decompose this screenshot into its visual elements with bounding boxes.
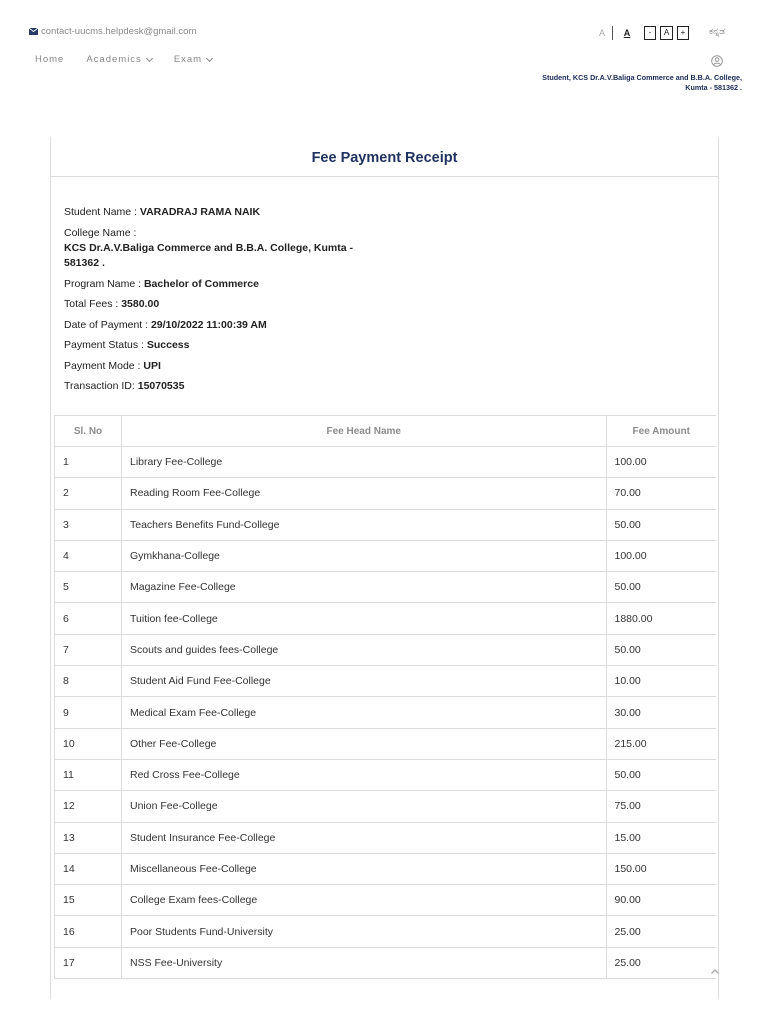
nav-home-label: Home bbox=[35, 54, 65, 65]
cell-fee-amount: 25.00 bbox=[606, 947, 716, 978]
cell-fee-amount: 100.00 bbox=[606, 540, 716, 571]
contact-email-text: contact-uucms.helpdesk@gmail.com bbox=[41, 26, 197, 37]
receipt-card bbox=[50, 137, 719, 999]
nav-academics[interactable] bbox=[86, 54, 151, 65]
cell-fee-head: Gymkhana-College bbox=[122, 540, 607, 571]
font-size-controls bbox=[597, 26, 693, 40]
cell-fee-head: Reading Room Fee-College bbox=[122, 478, 607, 509]
cell-slno: 5 bbox=[55, 572, 122, 603]
table-row bbox=[55, 822, 717, 853]
cell-fee-head: Student Insurance Fee-College bbox=[122, 822, 607, 853]
contact-email-link[interactable] bbox=[29, 26, 196, 37]
cell-slno: 8 bbox=[55, 666, 122, 697]
table-row bbox=[55, 947, 717, 978]
table-row bbox=[55, 666, 717, 697]
cell-fee-amount: 100.00 bbox=[606, 447, 716, 478]
cell-fee-head: Scouts and guides fees-College bbox=[122, 634, 607, 665]
page-title: Fee Payment Receipt bbox=[311, 149, 458, 166]
cell-slno: 13 bbox=[55, 822, 122, 853]
cell-slno: 14 bbox=[55, 853, 122, 884]
nav-home[interactable] bbox=[35, 54, 64, 65]
table-header-row bbox=[55, 416, 717, 447]
cell-fee-head: Union Fee-College bbox=[122, 791, 607, 822]
column-header-fee-amount: Fee Amount bbox=[606, 416, 716, 447]
table-row bbox=[55, 540, 717, 571]
total-fees-label: Total Fees : bbox=[64, 298, 122, 310]
font-small-button[interactable]: A bbox=[598, 28, 605, 38]
payment-mode-row bbox=[64, 359, 354, 380]
table-row bbox=[55, 572, 717, 603]
cell-fee-amount: 1880.00 bbox=[606, 603, 716, 634]
student-name-row bbox=[64, 205, 354, 226]
table-row bbox=[55, 509, 717, 540]
college-name-value: KCS Dr.A.V.Baliga Commerce and B.B.A. College, Kumta - 581362 . bbox=[64, 241, 354, 269]
cell-fee-head: Other Fee-College bbox=[122, 728, 607, 759]
cell-fee-amount: 150.00 bbox=[606, 853, 716, 884]
table-row bbox=[55, 759, 717, 790]
user-role-line1: Student, KCS Dr.A.V.Baliga Commerce and B.B.A. College, bbox=[542, 73, 742, 82]
table-row bbox=[55, 791, 717, 822]
cell-fee-head: Library Fee-College bbox=[122, 447, 607, 478]
cell-fee-head: Teachers Benefits Fund-College bbox=[122, 509, 607, 540]
column-header-fee-head: Fee Head Name bbox=[122, 416, 607, 447]
cell-slno: 6 bbox=[55, 603, 122, 634]
transaction-id-row bbox=[64, 379, 354, 400]
cell-slno: 17 bbox=[55, 947, 122, 978]
cell-fee-amount: 50.00 bbox=[606, 572, 716, 603]
payment-status-label: Payment Status : bbox=[64, 339, 147, 351]
student-name-label: Student Name : bbox=[64, 206, 140, 218]
payment-status-row bbox=[64, 338, 354, 359]
cell-slno: 2 bbox=[55, 478, 122, 509]
cell-fee-head: Tuition fee-College bbox=[122, 603, 607, 634]
transaction-id-label: Transaction ID: bbox=[64, 380, 138, 392]
payment-mode-value: UPI bbox=[143, 359, 161, 372]
chevron-up-icon[interactable] bbox=[710, 967, 720, 977]
cell-slno: 11 bbox=[55, 759, 122, 790]
college-name-label: College Name : bbox=[64, 226, 137, 239]
cell-fee-head: College Exam fees-College bbox=[122, 885, 607, 916]
cell-fee-amount: 50.00 bbox=[606, 759, 716, 790]
cell-fee-amount: 15.00 bbox=[606, 822, 716, 853]
nav-academics-label: Academics bbox=[86, 54, 142, 65]
cell-fee-amount: 50.00 bbox=[606, 509, 716, 540]
receipt-header bbox=[51, 137, 718, 177]
total-fees-value: 3580.00 bbox=[121, 298, 160, 310]
cell-fee-amount: 215.00 bbox=[606, 728, 716, 759]
program-row bbox=[64, 277, 354, 298]
receipt-details bbox=[64, 205, 354, 400]
language-toggle[interactable]: ಕನ್ನಡ bbox=[709, 26, 726, 36]
payment-date-label: Date of Payment : bbox=[64, 318, 151, 331]
cell-fee-amount: 75.00 bbox=[606, 791, 716, 822]
cell-fee-amount: 50.00 bbox=[606, 634, 716, 665]
transaction-id-value: 15070535 bbox=[137, 380, 185, 392]
cell-fee-amount: 10.00 bbox=[606, 666, 716, 697]
chevron-down-icon bbox=[206, 54, 213, 61]
cell-fee-head: Miscellaneous Fee-College bbox=[122, 853, 607, 884]
user-circle-icon[interactable] bbox=[711, 55, 723, 67]
table-row bbox=[55, 728, 717, 759]
program-value: Bachelor of Commerce bbox=[143, 277, 259, 290]
student-name-value: VARADRAJ RAMA NAIK bbox=[139, 206, 261, 218]
user-role-line2: Kumta - 581362 . bbox=[685, 83, 742, 92]
cell-slno: 16 bbox=[55, 916, 122, 947]
cell-fee-head: Magazine Fee-College bbox=[122, 572, 607, 603]
payment-date-row bbox=[64, 318, 354, 339]
cell-slno: 15 bbox=[55, 885, 122, 916]
table-row bbox=[55, 916, 717, 947]
cell-slno: 3 bbox=[55, 509, 122, 540]
college-name-row bbox=[64, 226, 354, 271]
total-fees-row bbox=[64, 297, 354, 318]
cell-slno: 9 bbox=[55, 697, 122, 728]
cell-slno: 10 bbox=[55, 728, 122, 759]
nav-exam[interactable] bbox=[174, 54, 212, 65]
envelope-icon bbox=[29, 28, 38, 35]
cell-slno: 4 bbox=[55, 540, 122, 571]
table-row bbox=[55, 634, 717, 665]
font-default-button[interactable]: A bbox=[623, 28, 631, 38]
main-nav bbox=[35, 54, 212, 65]
cell-fee-head: Student Aid Fund Fee-College bbox=[122, 666, 607, 697]
user-role-info bbox=[502, 73, 742, 93]
cell-slno: 7 bbox=[55, 634, 122, 665]
table-row bbox=[55, 853, 717, 884]
table-row bbox=[55, 697, 717, 728]
nav-exam-label: Exam bbox=[173, 54, 203, 65]
column-header-slno: Sl. No bbox=[55, 416, 122, 447]
table-row bbox=[55, 885, 717, 916]
cell-slno: 1 bbox=[55, 447, 122, 478]
cell-fee-head: Red Cross Fee-College bbox=[122, 759, 607, 790]
cell-fee-amount: 70.00 bbox=[606, 478, 716, 509]
payment-mode-label: Payment Mode : bbox=[64, 359, 144, 372]
program-label: Program Name : bbox=[64, 277, 144, 290]
payment-status-value: Success bbox=[146, 339, 190, 351]
font-normal-button[interactable]: A bbox=[660, 26, 673, 40]
cell-fee-amount: 25.00 bbox=[606, 916, 716, 947]
chevron-down-icon bbox=[146, 54, 153, 61]
font-increase-button[interactable]: + bbox=[677, 26, 689, 40]
font-decrease-button[interactable]: - bbox=[644, 26, 656, 40]
payment-date-value: 29/10/2022 11:00:39 AM bbox=[150, 318, 267, 331]
table-row bbox=[55, 478, 717, 509]
cell-slno: 12 bbox=[55, 791, 122, 822]
cell-fee-head: Poor Students Fund-University bbox=[122, 916, 607, 947]
cell-fee-amount: 30.00 bbox=[606, 697, 716, 728]
cell-fee-head: NSS Fee-University bbox=[122, 947, 607, 978]
divider bbox=[612, 26, 613, 40]
fee-table bbox=[54, 415, 716, 979]
cell-fee-head: Medical Exam Fee-College bbox=[122, 697, 607, 728]
cell-fee-amount: 90.00 bbox=[606, 885, 716, 916]
table-row bbox=[55, 447, 717, 478]
table-row bbox=[55, 603, 717, 634]
